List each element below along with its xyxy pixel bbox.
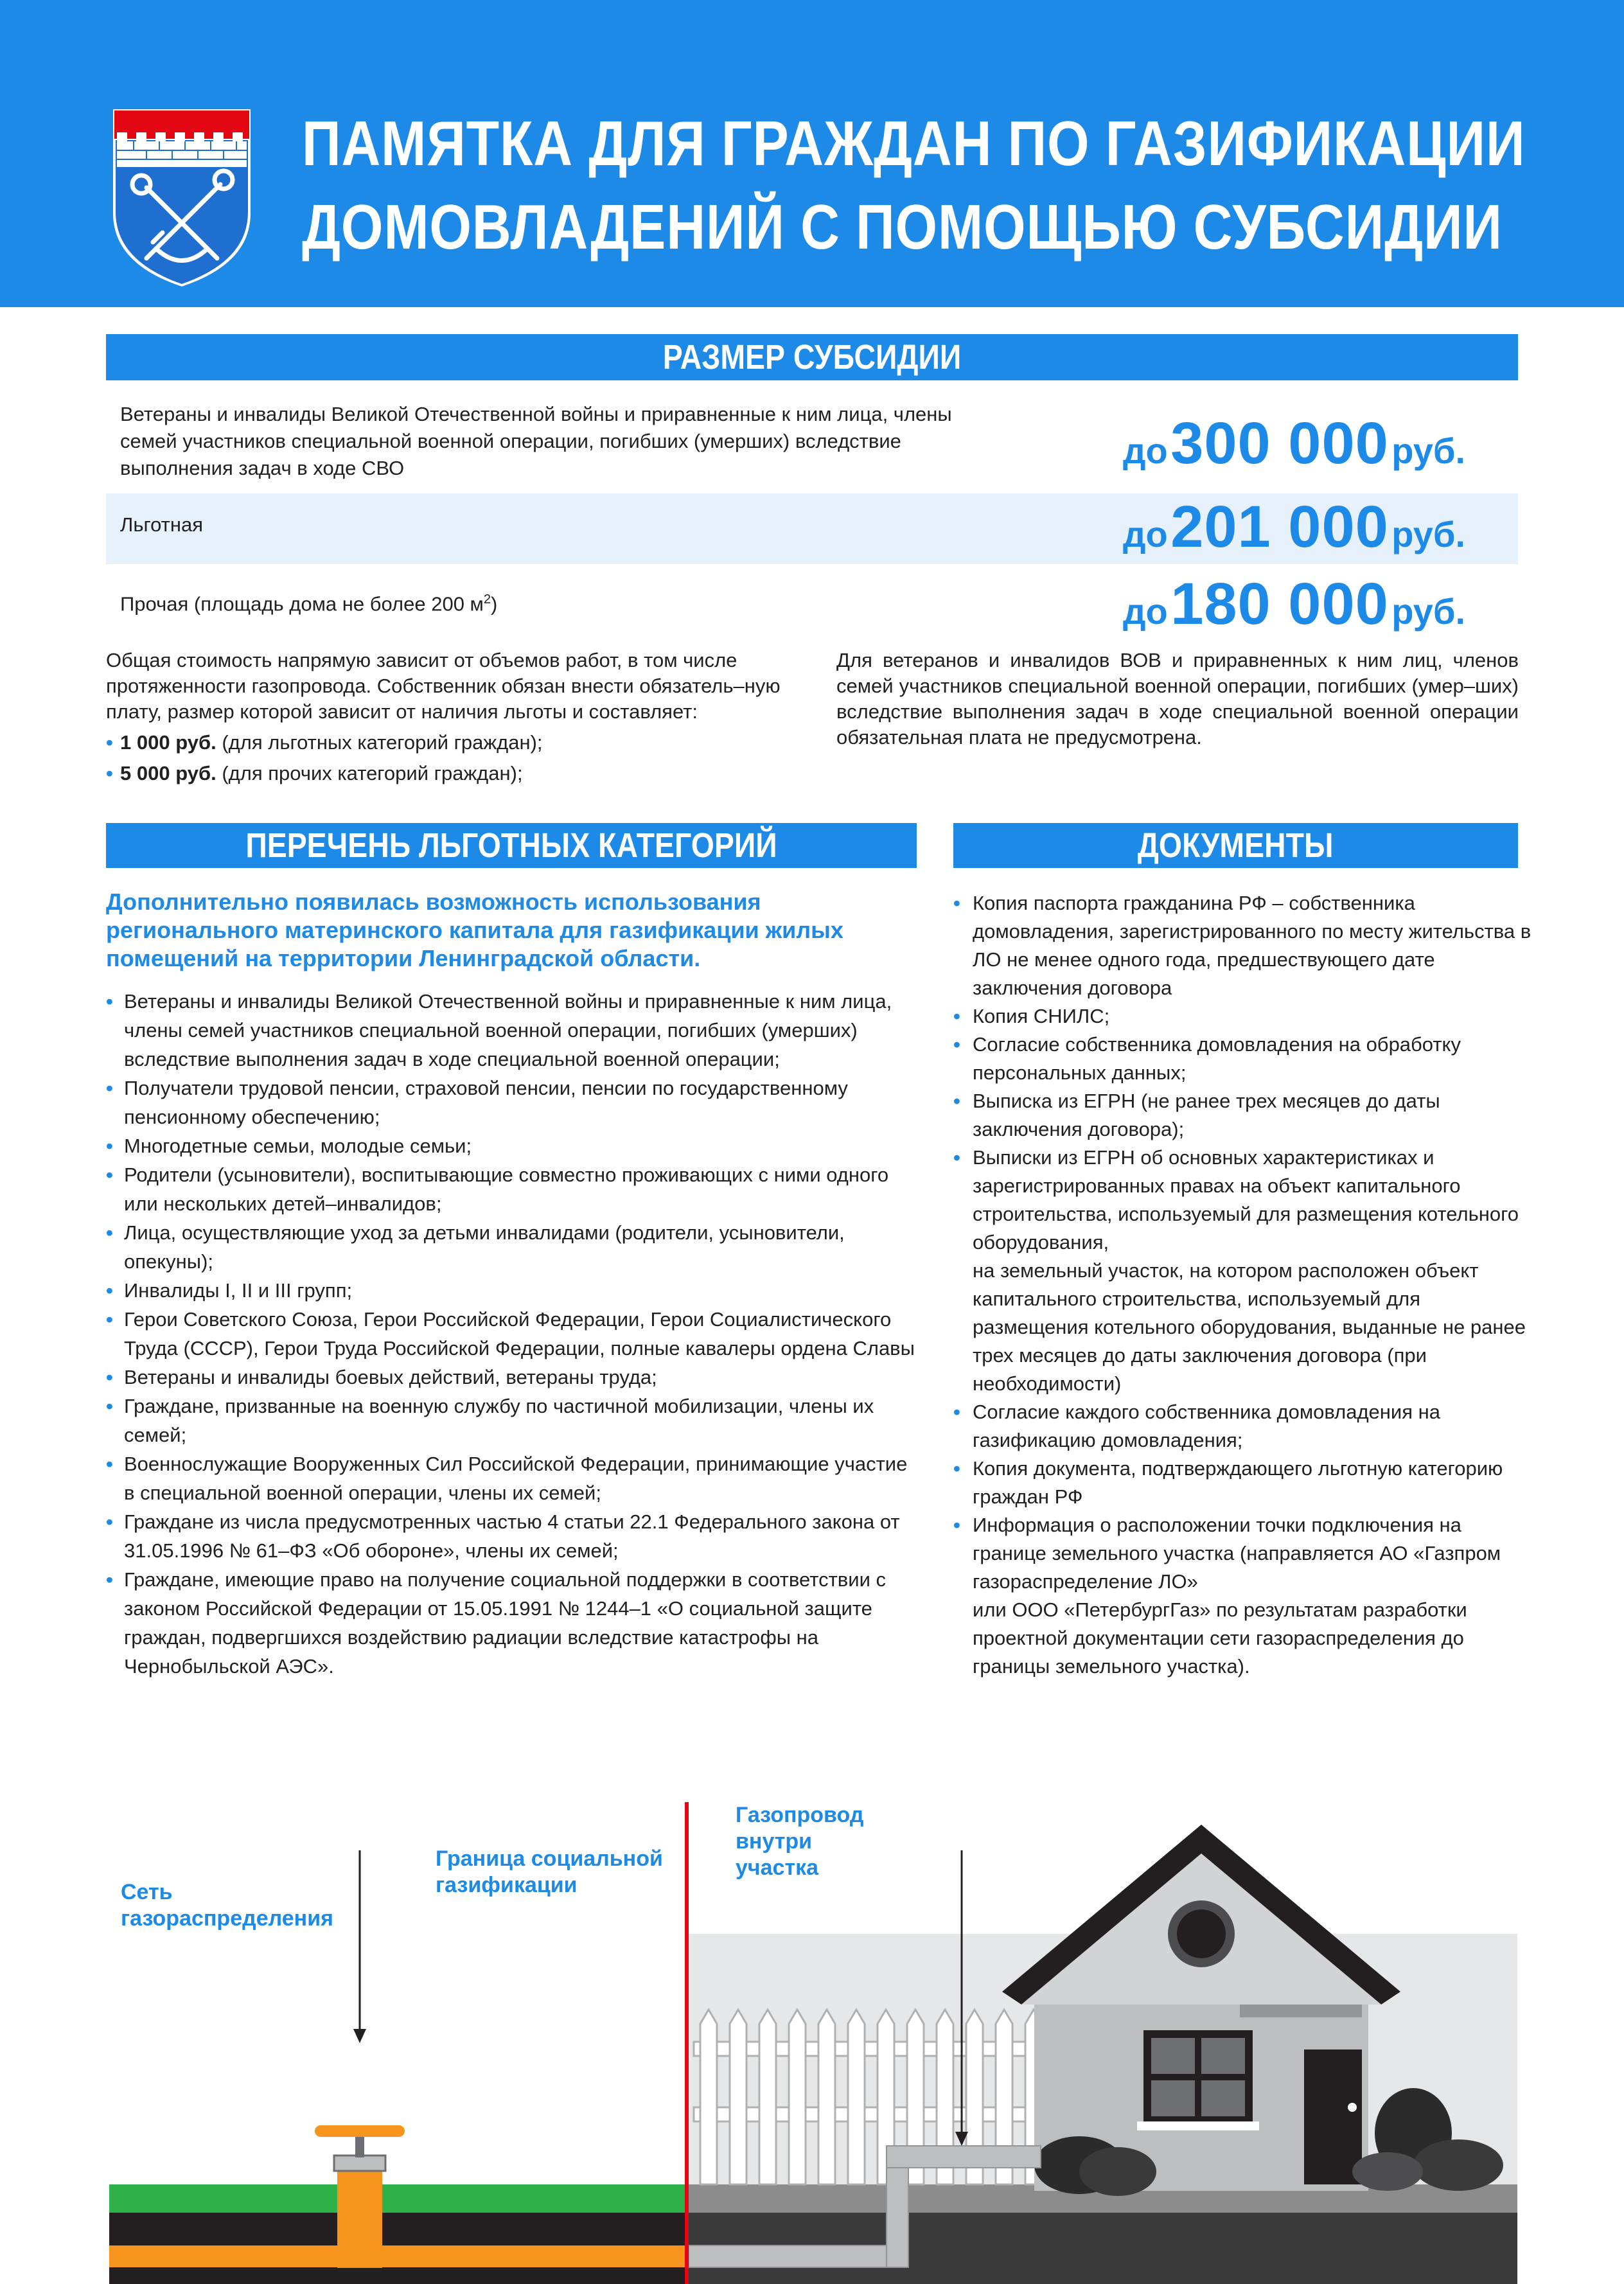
subsidy-row-label: Льготная [120,513,204,536]
amount-suffix: руб. [1391,430,1465,471]
subsidy-row [106,564,1518,635]
list-item: • Получатели трудовой пенсии, страховой пенсии, пенсии по государственному пенсионному обеспечению; [106,1074,922,1131]
categories-heading-bar [106,823,917,868]
subsidy-row-label [120,586,497,617]
list-item: • Согласие каждого собственника домовладения на газификацию домовладения; [953,1398,1531,1455]
fee-item [106,727,793,758]
grass-strip [109,2184,689,2213]
page-title [302,102,1526,269]
amount-prefix: до [1123,430,1168,471]
fee-amount: 5 000 руб. [120,762,216,784]
subsidy-row [106,493,1518,564]
border-label: Граница социальной газификации [436,1846,663,1897]
label-superscript: 2 [483,592,491,606]
list-item: • Инвалиды I, II и III групп; [106,1276,922,1305]
label-end: ) [491,592,498,615]
subsidy-row-amount [1123,571,1465,638]
header-banner [0,0,1624,307]
veterans-paragraph: Для ветеранов и инвалидов ВОВ и приравненных к ним лиц, членов семей участников специальной военной операции, погибших (умер–ших) вследствие выполнения задач в ходе специальной военной операции обязательная плата не предусмотрена. [836,649,1519,748]
pipe-label: Газопровод внутри участка [736,1803,864,1880]
list-item: • Многодетные семьи, молодые семьи; [106,1131,922,1160]
label-text: Прочая (площадь дома не более 200 м [120,592,484,615]
amount-value: 180 000 [1170,571,1389,637]
list-item: • Копия документа, подтверждающего льготную категорию граждан РФ [953,1455,1531,1511]
fee-list [106,727,793,789]
list-item: • Выписка из ЕГРН (не ранее трех месяцев до даты заключения договора); [953,1087,1531,1144]
list-item [953,1511,1531,1681]
list-item-continuation: на земельный участок, на котором расположен объект капитального строительства, используемый для размещения котельного оборудования, выданные не ранее трех месяцев до даты заключения договора (при необходимости) [973,1259,1526,1395]
subsidy-row-amount [1123,410,1465,477]
cost-text: Общая стоимость напрямую зависит от объемов работ, в том числе протяженности газопровода. Собственник обязан внести обязатель–ную плату, размер которой зависит от наличия льготы и составляет: [106,649,781,723]
title-line-1: ПАМЯТКА ДЛЯ ГРАЖДАН ПО ГАЗИФИКАЦИИ [302,108,1526,179]
subsidy-row-label: Ветераны и инвалиды Великой Отечественной войны и приравненные к ним лица, члены семей участников специальной военной операции, погибших (умерших) вследствие выполнения задач в ходе СВО [120,403,952,479]
amount-prefix: до [1123,514,1168,554]
amount-prefix: до [1123,591,1168,632]
list-item-text: • Информация о расположении точки подключения на границе земельного участка (направляется АО «Газпром газораспределение ЛО» [973,1514,1501,1593]
list-item: • Лица, осуществляющие уход за детьми инвалидами (родители, усыновители, опекуны); [106,1218,922,1276]
list-item: • Согласие собственника домовладения на обработку персональных данных; [953,1031,1531,1087]
list-item: • Граждане, имеющие право на получение социальной поддержки в соответствии с законом Российской Федерации от 15.05.1991 № 1244–1 «О социальной защите граждан, подвергшихся воздействию радиации вследствие катастрофы на Чернобыльской АЭС». [106,1565,922,1681]
amount-suffix: руб. [1391,514,1465,554]
subsidy-row-amount [1123,493,1465,561]
gas-connection-diagram [0,1722,1624,2284]
valve-handle-icon [315,2125,405,2137]
fee-amount: 1 000 руб. [120,731,216,754]
subsidy-heading-bar [106,334,1518,380]
list-item: • Копия СНИЛС; [953,1002,1531,1031]
fee-item [106,758,793,789]
amount-suffix: руб. [1391,591,1465,632]
fee-note: (для льготных категорий граждан); [222,731,543,754]
house-door [1304,2049,1362,2184]
coat-of-arms-logo [108,104,256,290]
cost-paragraph [106,648,793,789]
categories-list [106,987,922,1681]
social-gasification-boundary-line [685,1802,689,2284]
list-item: • Родители (усыновители), воспитывающие совместно проживающих с ними одного или нескольких детей–инвалидов; [106,1160,922,1218]
list-item: • Ветераны и инвалиды боевых действий, ветераны труда; [106,1363,922,1392]
list-item: • Копия паспорта гражданина РФ – собственника домовладения, зарегистрированного по месту жительства в ЛО не менее одного года, предшествующего дате заключения договора [953,889,1531,1002]
subsidy-row [106,392,1518,493]
list-item: • Граждане, призванные на военную службу по частичной мобилизации, члены их семей; [106,1392,922,1449]
list-item-continuation: или ООО «ПетербургГаз» по результатам разработки проектной документации сети газораспределения до границы земельного участка). [973,1598,1467,1678]
list-item: • Граждане из числа предусмотренных частью 4 статьи 22.1 Федерального закона от 31.05.1996 № 61–ФЗ «Об обороне», члены их семей; [106,1507,922,1565]
title-line-2: ДОМОВЛАДЕНИЙ С ПОМОЩЬЮ СУБСИДИИ [302,191,1503,262]
list-item-text: • Выписки из ЕГРН об основных характеристиках и зарегистрированных правах на объект капитального строительства, используемый для размещения котельного оборудования, [973,1146,1519,1253]
list-item [953,1144,1531,1398]
network-label: Сеть газораспределения [121,1880,333,1931]
list-item: • Ветераны и инвалиды Великой Отечественной войны и приравненные к ним лица, члены семей участников специальной военной операции, погибших (умерших) вследствие выполнения задач в ходе специальной военной операции; [106,987,922,1074]
amount-value: 201 000 [1170,494,1389,560]
categories-intro: Дополнительно появилась возможность использования регионального материнского капитала для газификации жилых помещений на территории Ленинградской области. [106,889,843,971]
documents-heading: ДОКУМЕНТЫ [1138,826,1334,865]
list-item: • Военнослужащие Вооруженных Сил Российской Федерации, принимающие участие в специальной военной операции, члены их семей; [106,1449,922,1507]
categories-heading: ПЕРЕЧЕНЬ ЛЬГОТНЫХ КАТЕГОРИЙ [245,826,777,865]
documents-list [953,889,1531,1681]
list-item: • Герои Советского Союза, Герои Российской Федерации, Герои Социалистического Труда (СССР), Герои Труда Российской Федерации, полные кавалеры ордена Славы [106,1305,922,1363]
amount-value: 300 000 [1170,411,1389,476]
documents-heading-bar [953,823,1518,868]
fee-note: (для прочих категорий граждан); [222,762,523,784]
subsidy-heading: РАЗМЕР СУБСИДИИ [662,338,962,376]
